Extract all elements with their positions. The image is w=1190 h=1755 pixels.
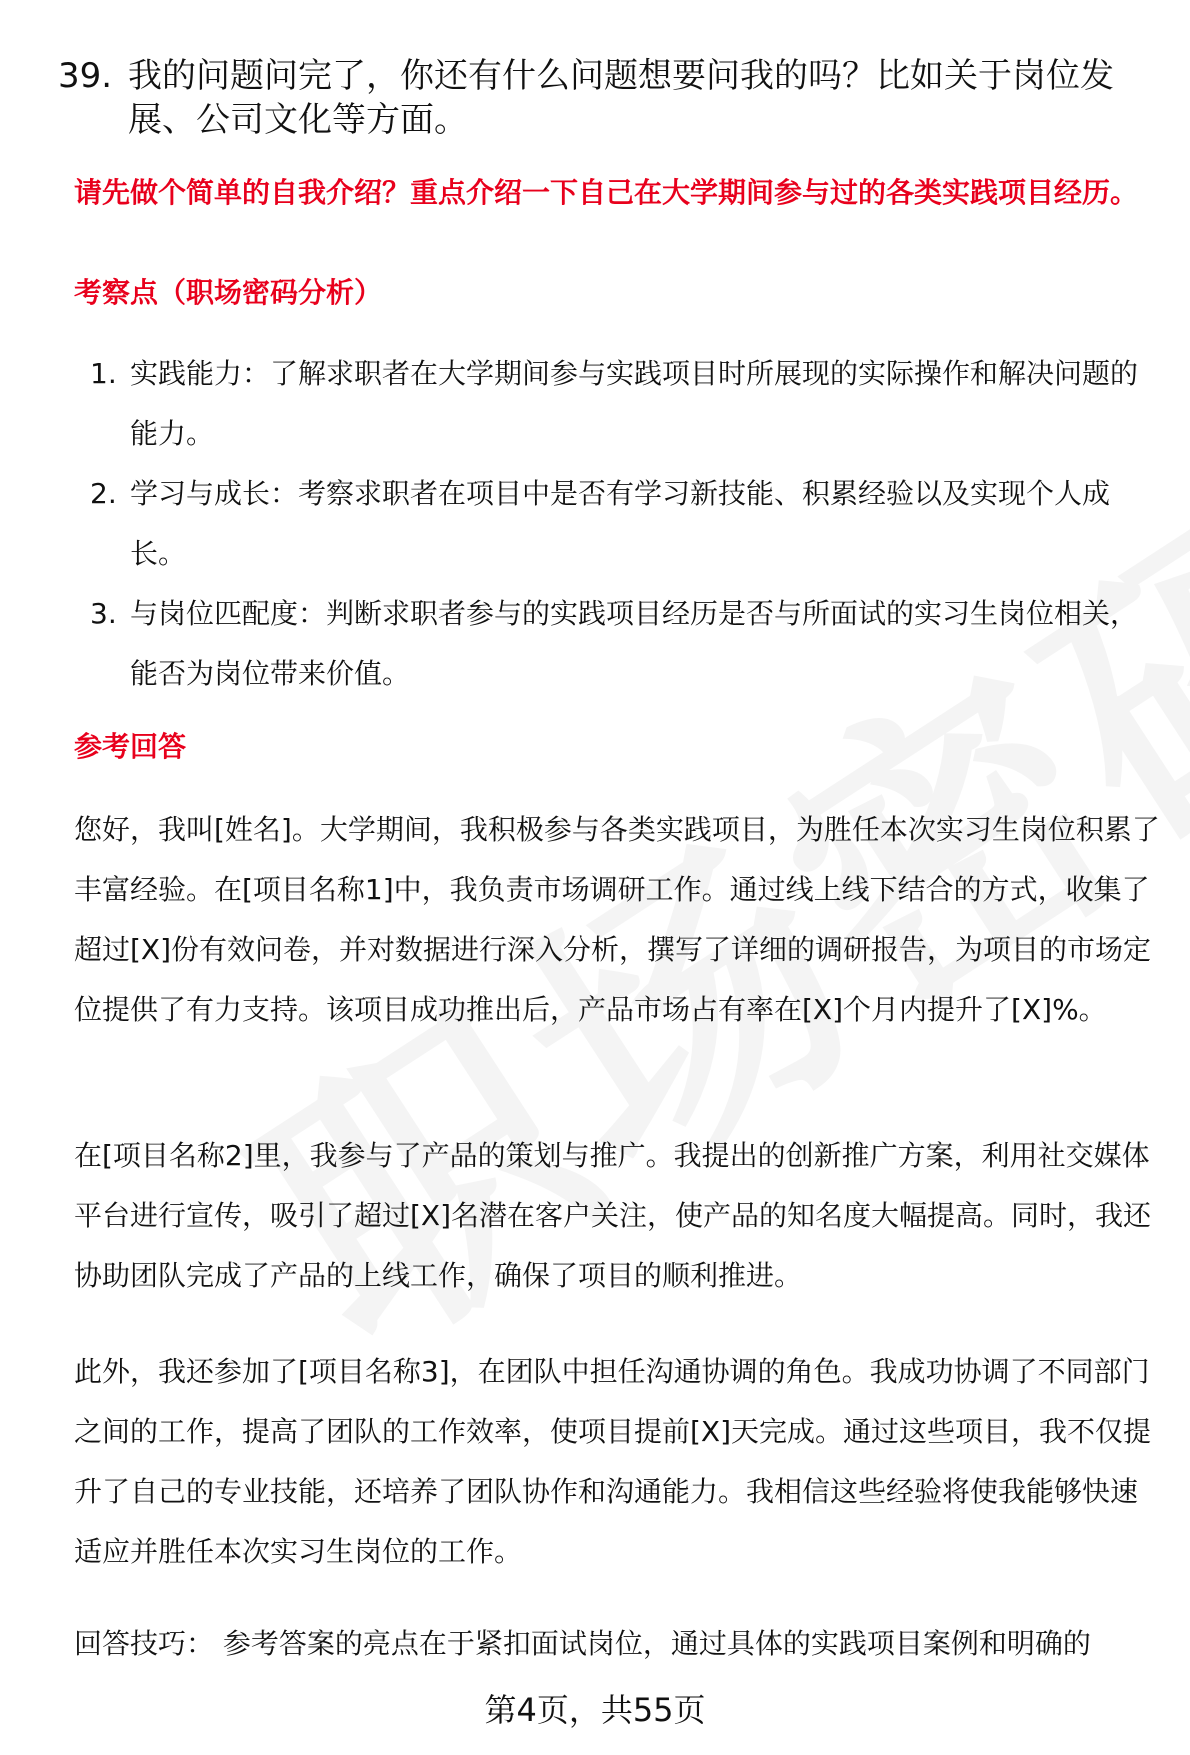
question-text: 我的问题问完了，你还有什么问题想要问我的吗？比如关于岗位发展、公司文化等方面。 [128,56,1114,140]
answer-tips-paragraph: 回答技巧： 参考答案的亮点在于紧扣面试岗位，通过具体的实践项目案例和明确的 [74,1627,1091,1660]
assessment-points-list [74,344,1164,704]
question-39 [58,54,1148,142]
list-item-number: 1. [90,357,117,390]
question-number: 39. [58,56,113,96]
list-item-text: 学习与成长：考察求职者在项目中是否有学习新技能、积累经验以及实现个人成长。 [130,477,1111,570]
answer-paragraph-3: 此外，我还参加了[项目名称3]，在团队中担任沟通协调的角色。我成功协调了不同部门之间的工作，提高了团队的工作效率，使项目提前[X]天完成。通过这些项目，我不仅提升了自己的专业技能，还培养了团队协作和沟通能力。我相信这些经验将使我能够快速适应并胜任本次实习生岗位的工作。 [74,1355,1152,1568]
page-footer: 第4页，共55页 [484,1691,706,1729]
list-item-number: 3. [90,597,117,630]
section-answer-label: 参考回答 [74,730,187,763]
list-item [74,344,1164,464]
answer-paragraph-1: 您好，我叫[姓名]。大学期间，我积极参与各类实践项目，为胜任本次实习生岗位积累了丰富经验。在[项目名称1]中，我负责市场调研工作。通过线上线下结合的方式，收集了超过[X]份有效问卷，并对数据进行深入分析，撰写了详细的调研报告，为项目的市场定位提供了有力支持。该项目成功推出后，产品市场占有率在[X]个月内提升了[X]%。 [74,813,1160,1026]
list-item [74,584,1164,704]
list-item-number: 2. [90,477,117,510]
red-question-heading: 请先做个简单的自我介绍？重点介绍一下自己在大学期间参与过的各类实践项目经历。 [74,176,1139,209]
list-item-text: 与岗位匹配度：判断求职者参与的实践项目经历是否与所面试的实习生岗位相关，能否为岗位带来价值。 [130,597,1139,690]
list-item [74,464,1164,584]
section-kaocha-label: 考察点（职场密码分析） [74,276,383,309]
answer-paragraph-2: 在[项目名称2]里，我参与了产品的策划与推广。我提出的创新推广方案，利用社交媒体平台进行宣传，吸引了超过[X]名潜在客户关注，使产品的知名度大幅提高。同时，我还协助团队完成了产品的上线工作，确保了项目的顺利推进。 [74,1139,1152,1292]
list-item-text: 实践能力：了解求职者在大学期间参与实践项目时所展现的实际操作和解决问题的能力。 [130,357,1139,450]
